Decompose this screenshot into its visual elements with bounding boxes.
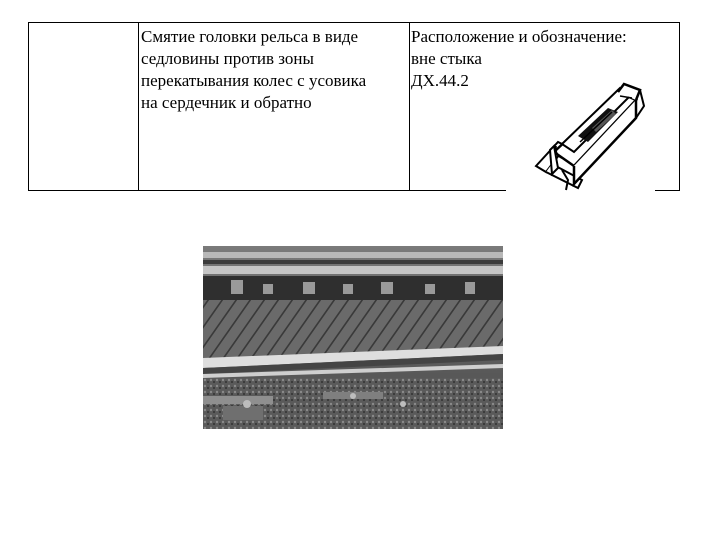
column-divider-2 xyxy=(409,22,410,191)
table-border-bottom-left xyxy=(28,190,506,191)
defect-code: ДХ.44.2 xyxy=(411,71,469,90)
defect-description: Смятие головки рельса в виде седловины против зоны перекатывания колес с усовика на сердечник и обратно xyxy=(141,27,367,112)
location-header: Расположение и обозначение: xyxy=(411,27,627,46)
rail-photo xyxy=(203,246,503,429)
table-border-right xyxy=(679,22,680,191)
table-border-bottom-right xyxy=(655,190,680,191)
empty-cell xyxy=(29,23,138,190)
column-divider-1 xyxy=(138,22,139,191)
rail-diagram-icon xyxy=(532,80,650,192)
location-value: вне стыка xyxy=(411,49,482,68)
